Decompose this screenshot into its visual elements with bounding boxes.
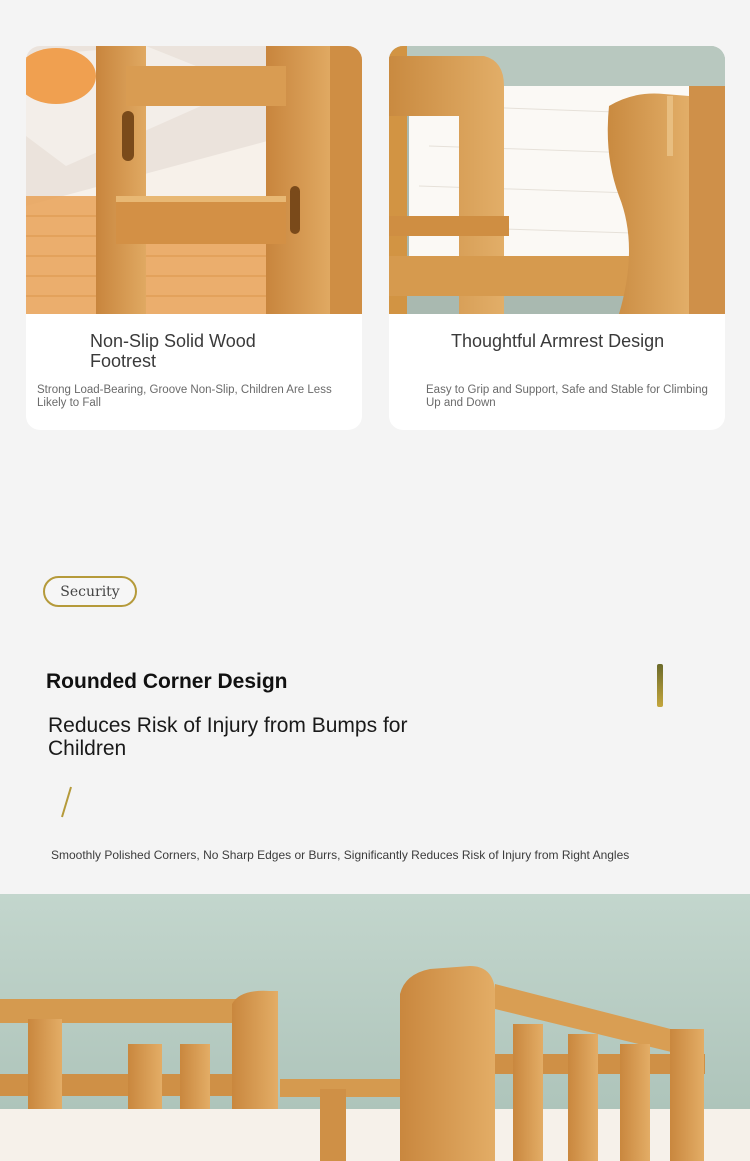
feature-card-footrest <box>26 46 362 430</box>
accent-bar <box>657 664 663 707</box>
bunk-bed-photo <box>0 894 750 1161</box>
feature-title: Non-Slip Solid Wood Footrest <box>90 331 256 371</box>
slash-decoration <box>60 786 72 818</box>
feature-description: Easy to Grip and Support, Safe and Stable for Climbing Up and Down <box>426 384 708 409</box>
feature-description: Strong Load-Bearing, Groove Non-Slip, Children Are Less Likely to Fall <box>37 384 332 409</box>
section-subtitle: Reduces Risk of Injury from Bumps for Children <box>48 714 408 760</box>
armrest-photo <box>389 46 725 314</box>
wooden-ladder-photo <box>26 46 362 314</box>
feature-card-armrest <box>389 46 725 430</box>
security-badge: Security <box>43 576 137 607</box>
feature-title: Thoughtful Armrest Design <box>451 331 665 351</box>
section-description: Smoothly Polished Corners, No Sharp Edges or Burrs, Significantly Reduces Risk of Injury from Right Angles <box>51 848 630 862</box>
section-title: Rounded Corner Design <box>46 670 288 693</box>
